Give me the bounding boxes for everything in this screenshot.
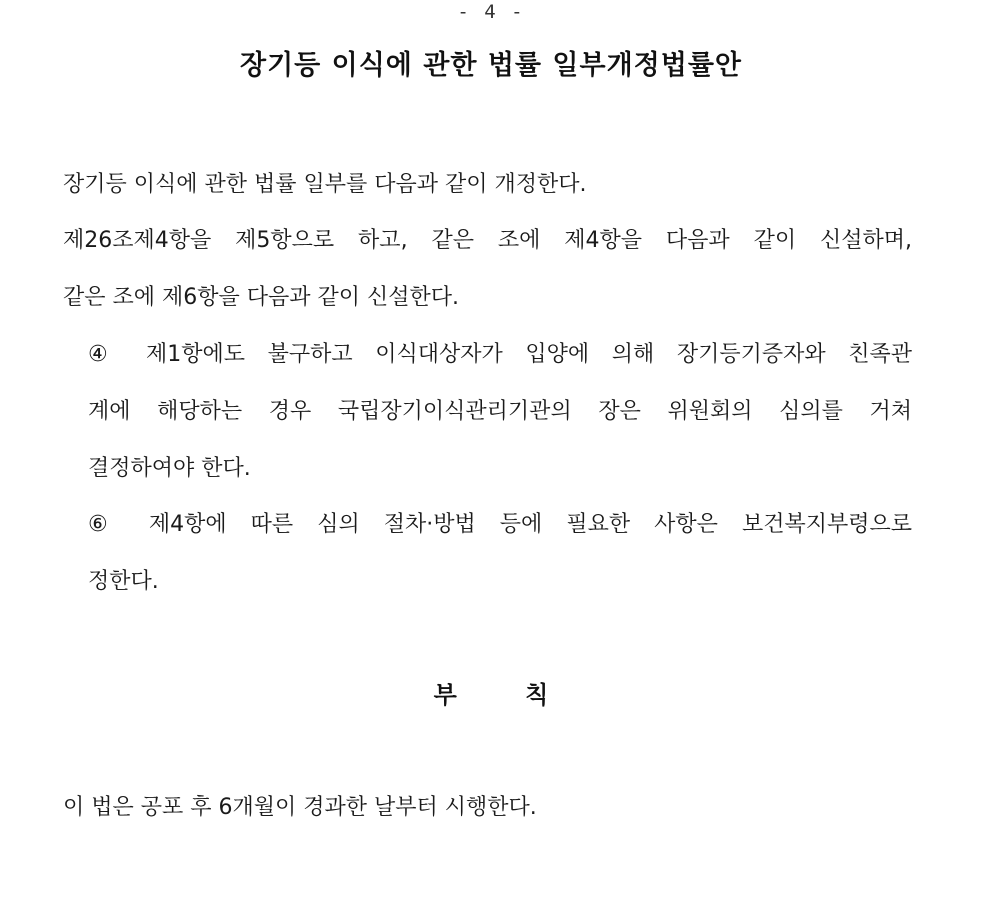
clause-6-line-1: ⑥ 제4항에 따른 심의 절차·방법 등에 필요한 사항은 보건복지부령으로 — [88, 512, 912, 537]
intro-paragraph: 장기등 이식에 관한 법률 일부를 다음과 같이 개정한다. — [63, 172, 587, 197]
clause-4-line-1: ④ 제1항에도 불구하고 이식대상자가 입양에 의해 장기등기증자와 친족관 — [88, 342, 912, 367]
addenda-heading: 부 칙 — [433, 681, 549, 709]
addenda-text: 이 법은 공포 후 6개월이 경과한 날부터 시행한다. — [63, 795, 537, 820]
clause-4-line-2: 계에 해당하는 경우 국립장기이식관리기관의 장은 위원회의 심의를 거쳐 — [88, 399, 912, 424]
document-title: 장기등 이식에 관한 법률 일부개정법률안 — [240, 50, 742, 81]
amendment-text-line-2: 같은 조에 제6항을 다음과 같이 신설한다. — [63, 285, 459, 310]
page-number: - 4 - — [457, 1, 525, 23]
amendment-text-line-1: 제26조제4항을 제5항으로 하고, 같은 조에 제4항을 다음과 같이 신설하며, — [63, 228, 912, 253]
clause-4-line-3: 결정하여야 한다. — [88, 456, 251, 481]
clause-6-line-2: 정한다. — [88, 569, 159, 594]
